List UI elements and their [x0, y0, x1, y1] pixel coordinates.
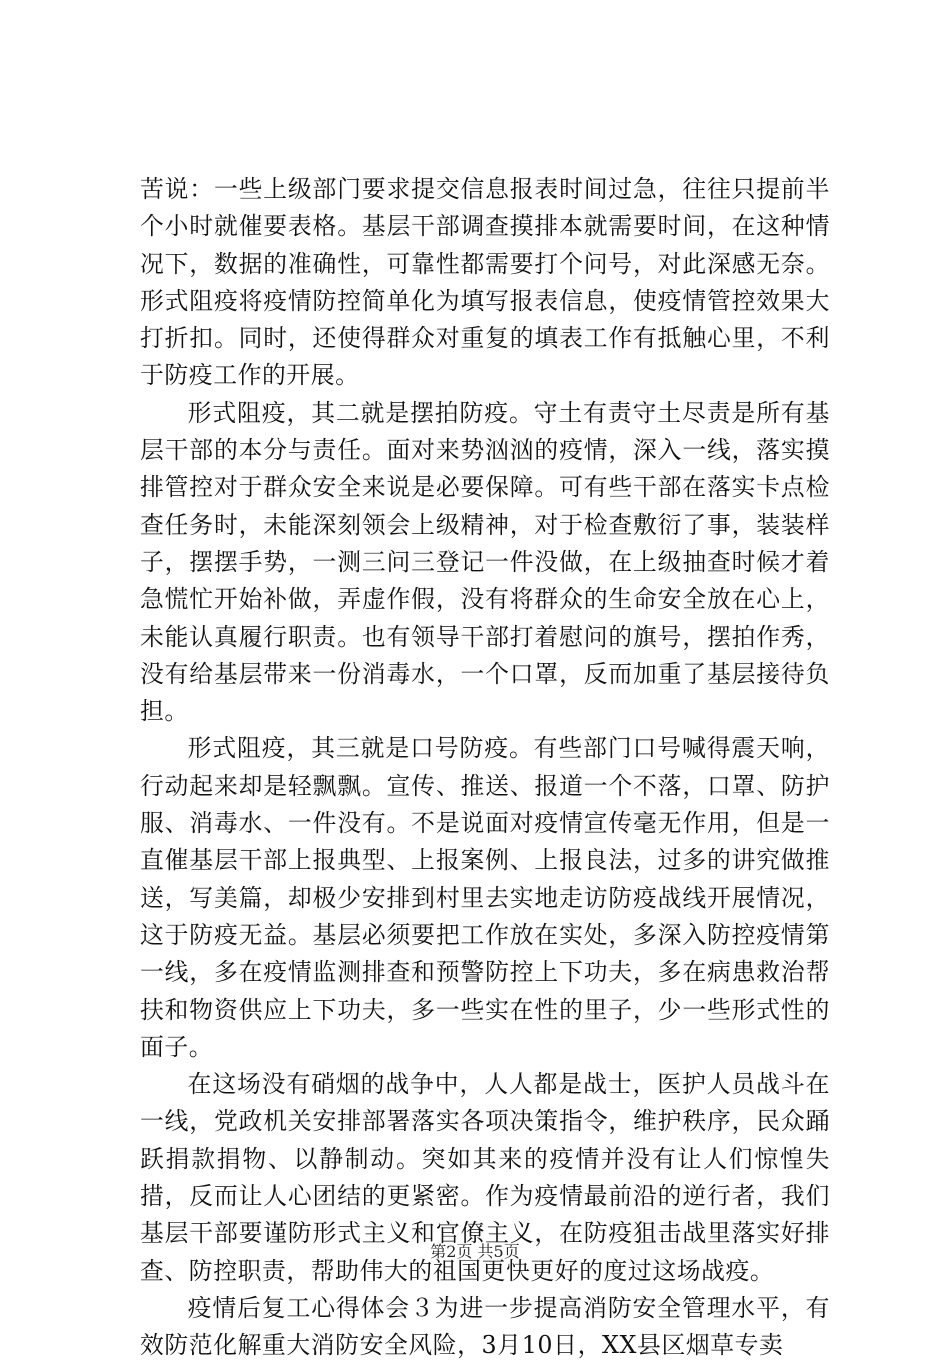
paragraph-slogan-prevention: 形式阻疫，其三就是口号防疫。有些部门口号喊得震天响，行动起来却是轻飘飘。宣传、推送、报道一个不落，口罩、防护服、消毒水、一件没有。不是说面对疫情宣传毫无作用，但是一直催基层干部上报典型、上报案例、上报良法，过多的讲究做推送，写美篇，却极少安排到村里去实地走访防疫战线开展情况，这于防疫无益。基层必须要把工作放在实处，多深入防控疫情第一线，多在疫情监测排查和预警防控上下功夫，多在病患救治帮扶和物资供应上下功夫，多一些实在性的里子，少一些形式性的面子。 — [140, 734, 830, 1061]
paragraph-continuation: 苦说：一些上级部门要求提交信息报表时间过急，往往只提前半个小时就催要表格。基层干部调查摸排本就需要时间，在这种情况下，数据的准确性，可靠性都需要打个问号，对此深感无奈。形式阻疫将疫情防控简单化为填写报表信息，使疫情管控效果大打折扣。同时，还使得群众对重复的填表工作有抵触心里，不利于防疫工作的开展。 — [140, 175, 830, 390]
paragraph-staged-photo-prevention: 形式阻疫，其二就是摆拍防疫。守土有责守土尽责是所有基层干部的本分与责任。面对来势汹汹的疫情，深入一线，落实摸排管控对于群众安全来说是必要保障。可有些干部在落实卡点检查任务时，未能深刻领会上级精神，对于检查敷衍了事，装装样子，摆摆手势，一测三问三登记一件没做，在上级抽查时候才着急慌忙开始补做，弄虚作假，没有将群众的生命安全放在心上，未能认真履行职责。也有领导干部打着慰问的旗号，摆拍作秀，没有给基层带来一份消毒水，一个口罩，反而加重了基层接待负担。 — [140, 398, 830, 726]
document-body — [140, 171, 830, 1365]
page-number-label: 第2页 共5页 — [430, 1242, 520, 1261]
paragraph-next-section: 疫情后复工心得体会３为进一步提高消防安全管理水平，有效防范化解重大消防安全风险，3月10日，XX县区烟草专卖 — [140, 1293, 830, 1360]
page-footer — [0, 1242, 950, 1262]
paragraph-conclusion: 在这场没有硝烟的战争中，人人都是战士，医护人员战斗在一线，党政机关安排部署落实各项决策指令，维护秩序，民众踊跃捐款捐物、以静制动。突如其来的疫情并没有让人们惊惶失措，反而让人心团结的更紧密。作为疫情最前沿的逆行者，我们基层干部要谨防形式主义和官僚主义，在防疫狙击战里落实好排查、防控职责，帮助伟大的祖国更快更好的度过这场战疫。 — [140, 1070, 830, 1285]
